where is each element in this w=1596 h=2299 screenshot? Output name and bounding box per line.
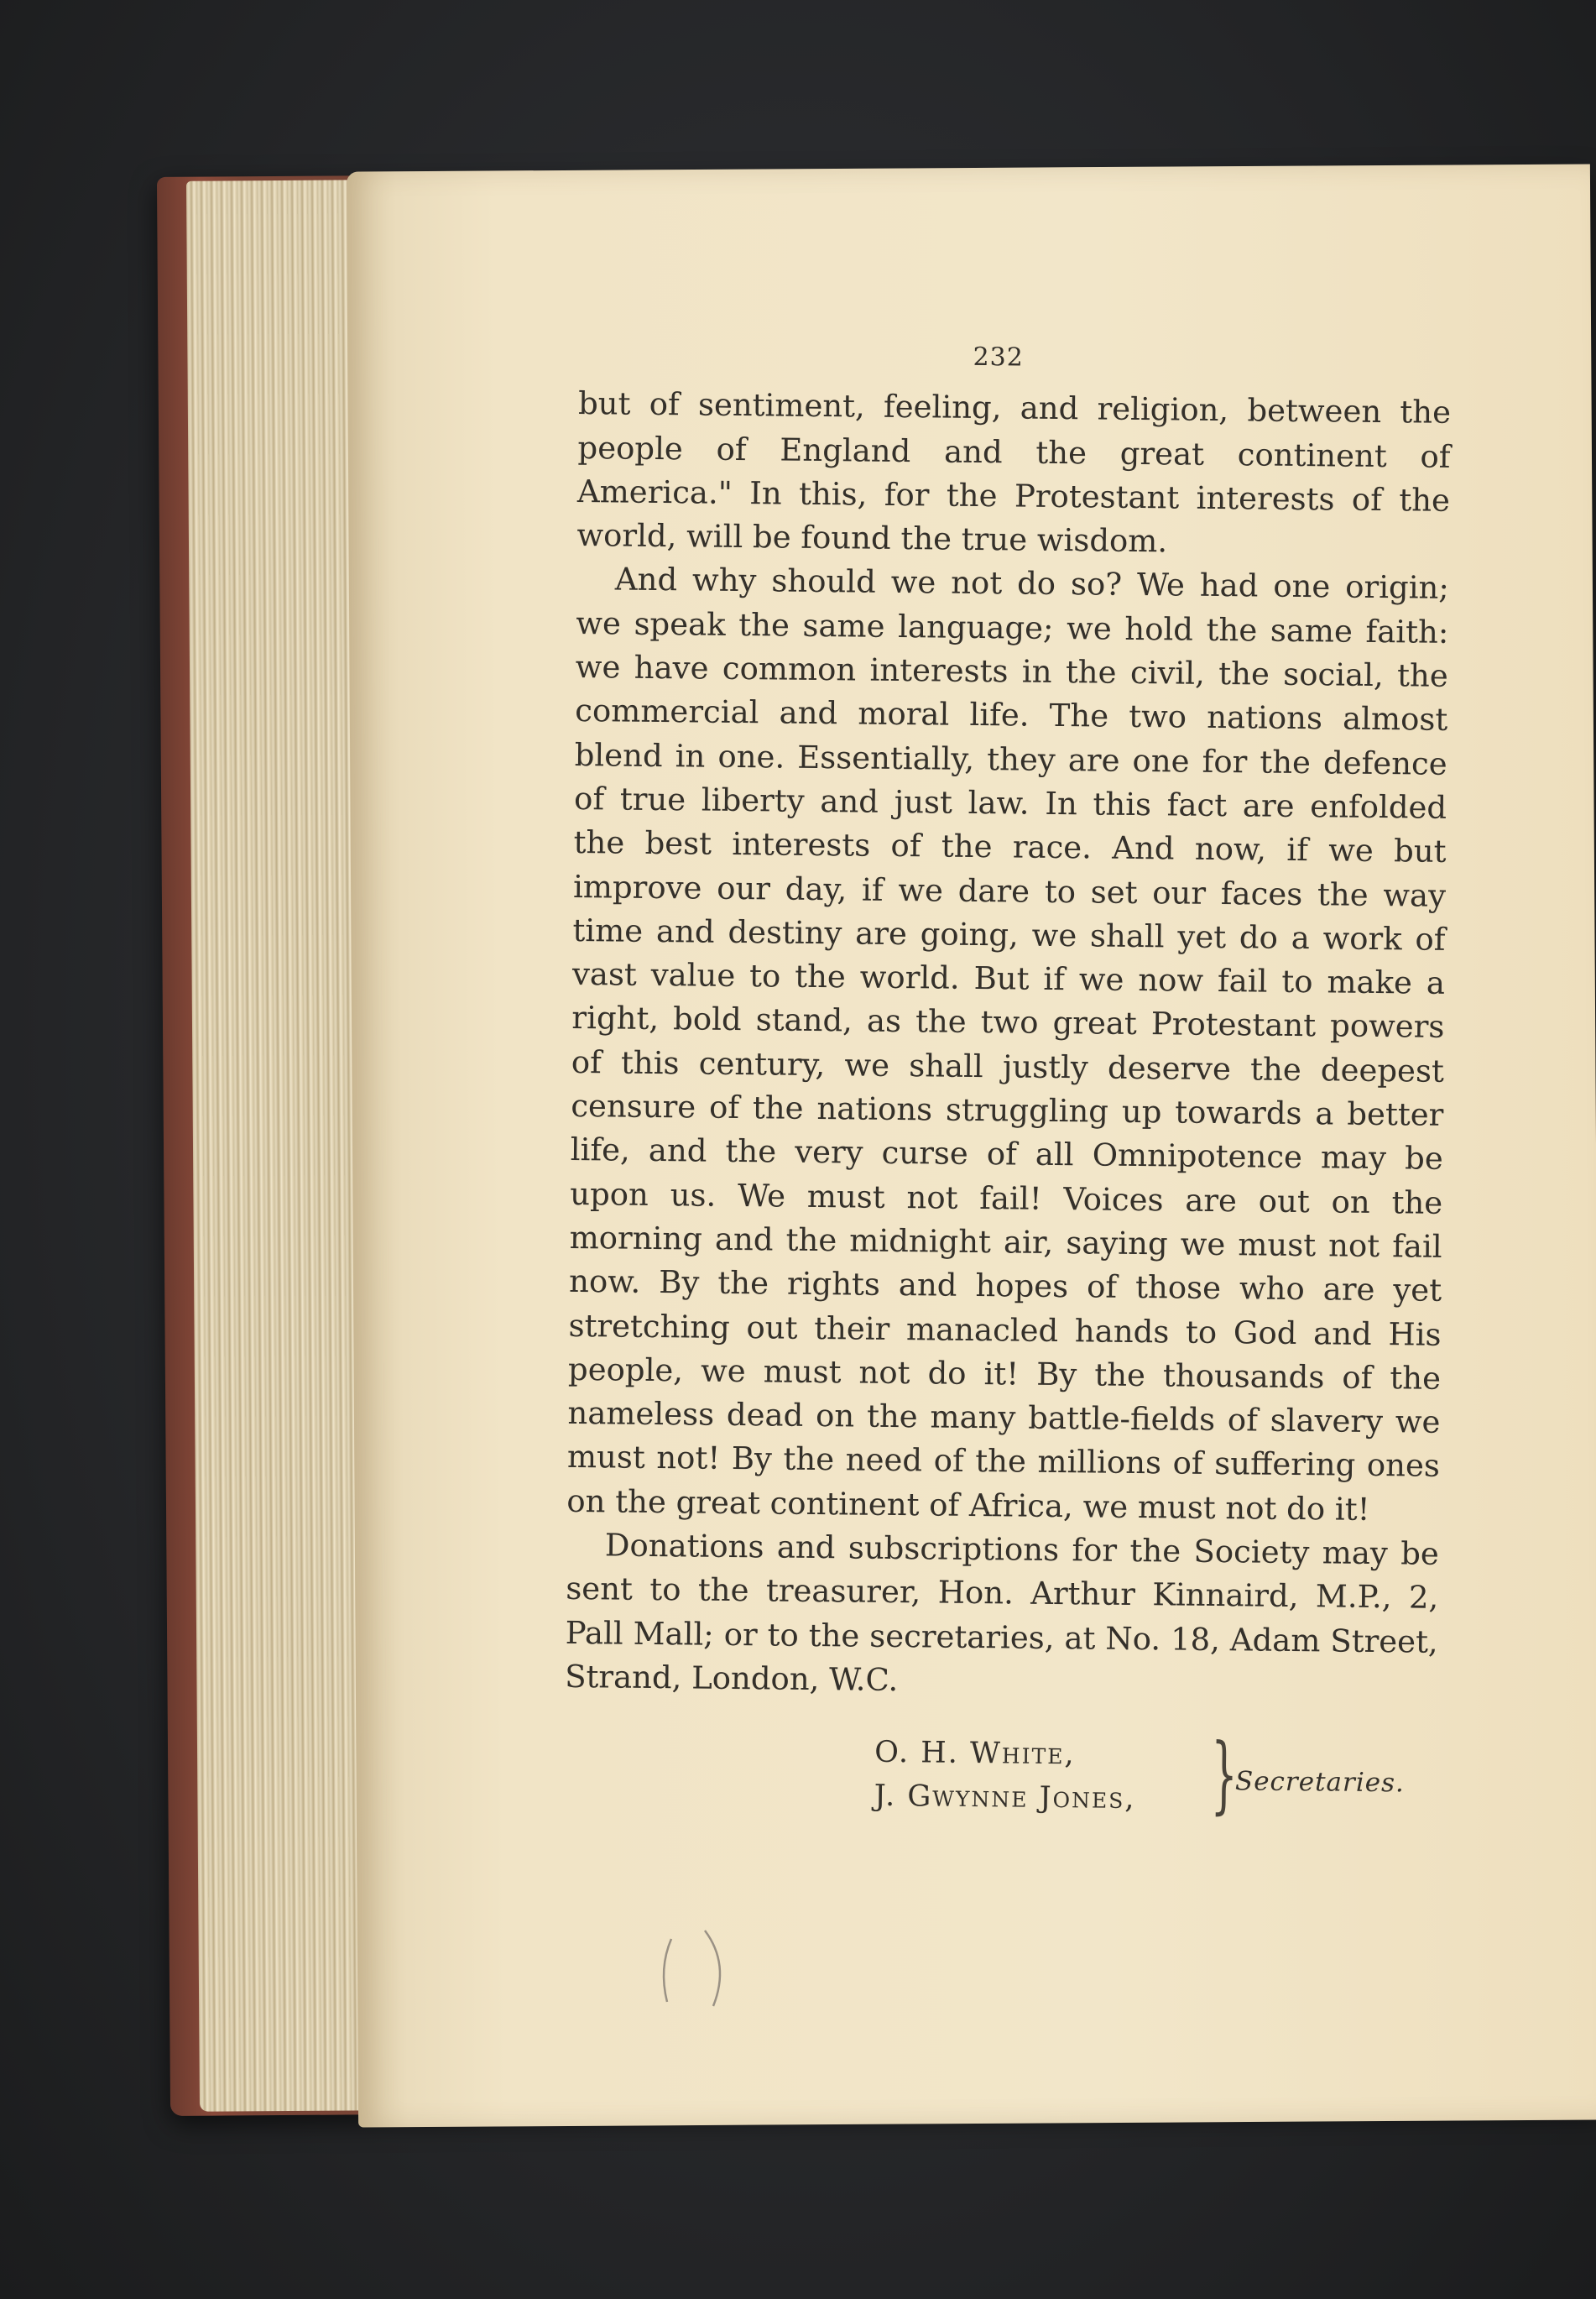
pencil-mark-icon [655,1922,764,2014]
signatory-role: Secretaries. [1234,1766,1406,1799]
signature-block [563,1727,1437,1837]
signatory-2: J. Gwynne Jones, [874,1779,1136,1816]
brace-icon: } [1210,1725,1239,1824]
paragraph-2: And why should we not do so? We had one origin; we speak the same language; we hold the same faith: we have common interests in the civil, the social, the commercial and moral life. The two nations almost blend in one. Essentially, they are one for the defence of true liberty and just law. In this fact are enfolded the best interests of the race. And now, if we but improve our day, if we dare to set our faces the way time and destiny are going, we shall yet do a work of vast value to the world. But if we now fail to make a right, bold stand, as the two great Protestant powers of this century, we shall justly deserve the deepest censure of the nations struggling up towards a better life, and the very curse of all Omnipotence may be upon us. We must not fail! Voices are out on the morning and the midnight air, saying we must not fail now. By the rights and hopes of those who are yet stretching out their manacled hands to God and His people, we must not do it! By the thousands of the nameless dead on the many battle-fields of slavery we must not! By the need of the millions of suffering ones on the great continent of Africa, we must not do it! [566,561,1450,1528]
signatory-1: O. H. White, [874,1735,1076,1772]
paragraph-3: Donations and subscriptions for the Society may be sent to the treasurer, Hon. Arthur Kinnaird, M.P., 2, Pall Mall; or to the secretaries, at No. 18, Adam Street, Strand, London, W.C. [564,1527,1440,1698]
signatory-names [874,1731,1136,1821]
page-number: 232 [973,342,1025,373]
page-text [563,332,1452,1837]
paragraph-1: but of sentiment, feeling, and religion, between the people of England and the great continent of America." In this, for the Protestant interests of the world, will be found the true wisdom. [576,385,1452,560]
